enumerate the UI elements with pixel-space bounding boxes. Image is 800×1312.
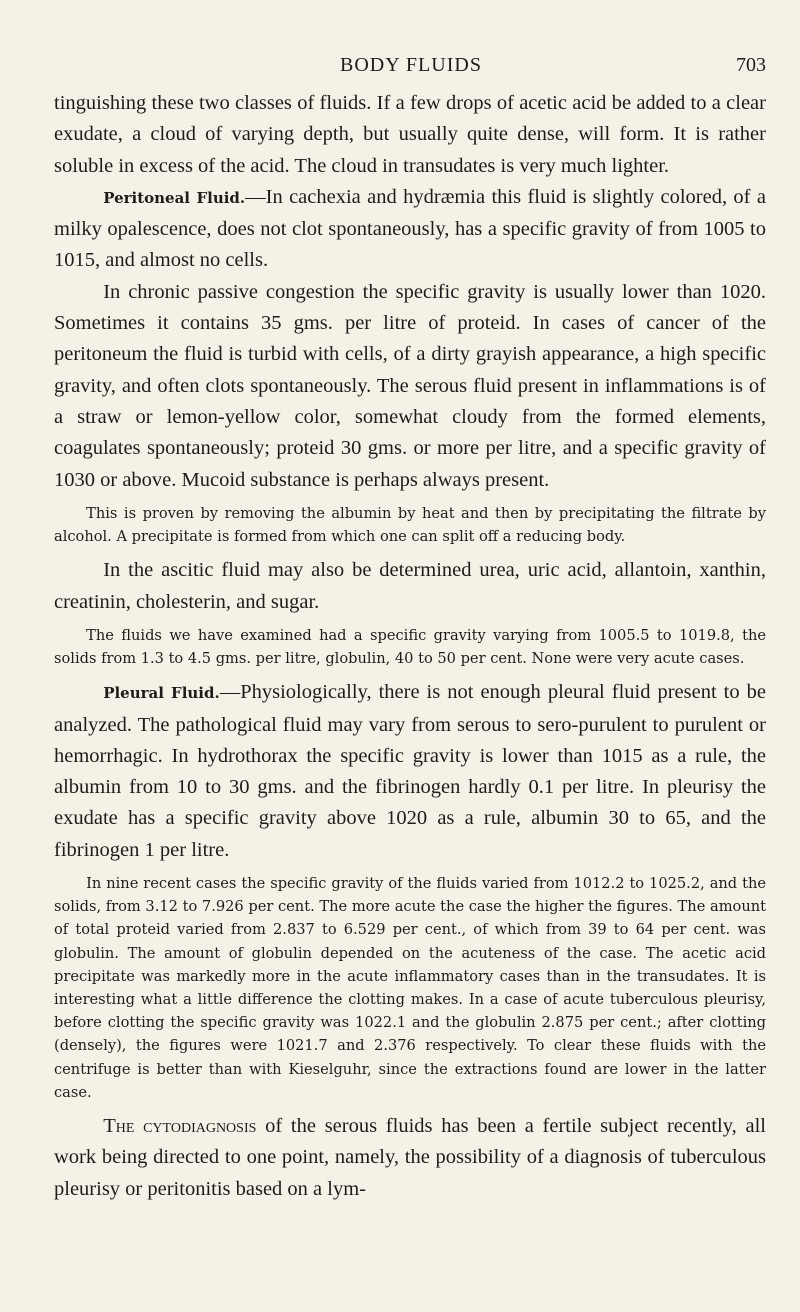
paragraph-cytodiagnosis — [54, 1111, 766, 1205]
running-title: BODY FLUIDS — [340, 54, 482, 76]
pleural-fluid-text: —Physiologically, there is not enough pleural fluid present to be analyzed. The pathological fluid may vary from serous to sero-purulent to purulent or hemorrhagic. In hydrothorax the specific gravity is lower than 1015 as a rule, the albumin from 10 to 30 gms. and the fibrinogen hardly 0.1 per litre. In pleurisy the exudate has a specific gravity above 1020 as a rule, albumin 30 to 65, and the fibrinogen 1 per litre. — [54, 681, 766, 861]
note-examined-fluids: The fluids we have examined had a specific gravity varying from 1005.5 to 1019.8, the solids from 1.3 to 4.5 gms. per litre, globulin, 40 to 50 per cent. None were very acute cases. — [54, 626, 766, 668]
paragraph-peritoneal-fluid — [54, 182, 766, 277]
page-header — [54, 50, 766, 88]
peritoneal-fluid-text: —In cachexia and hydræmia this fluid is slightly colored, of a milky opalescence, does not clot spontaneously, has a specific gravity of from 1005 to 1015, and almost no cells. — [54, 185, 766, 272]
paragraph-ascitic-fluid: In the ascitic fluid may also be determined urea, uric acid, allantoin, xanthin, creatinin, cholesterin, and sugar. — [54, 559, 766, 613]
paragraph-continuation: tinguishing these two classes of fluids. If a few drops of acetic acid be added to a clear exudate, a cloud of varying depth, but usually quite dense, will form. It is rather soluble in excess of the acid. The cloud in transudates is very much lighter. — [54, 92, 766, 177]
note-recent-cases: In nine recent cases the specific gravity of the fluids varied from 1012.2 to 1025.2, and the solids, from 3.12 to 7.926 per cent. The more acute the case the higher the figures. The amount of total proteid varied from 2.837 to 6.529 per cent., of which from 39 to 64 per cent. was globulin. The amount of globulin depended on the acuteness of the case. The acetic acid precipitate was markedly more in the acute inflammatory cases than in the transudates. It is interesting what a little difference the clotting makes. In a case of acute tuberculous pleurisy, before clotting the specific gravity was 1022.1 and the globulin 2.875 per cent.; after clotting (densely), the figures were 1021.7 and 2.376 respectively. To clear these fluids with the centrifuge is better than with Kieselguhr, since the extractions found are lower in the latter case. — [54, 875, 766, 1101]
page-number: 703 — [736, 54, 766, 76]
section-heading-peritoneal-fluid: Peritoneal Fluid. — [103, 188, 246, 207]
book-page — [54, 50, 766, 1205]
cytodiagnosis-lead: The cytodiagnosis — [103, 1115, 257, 1138]
note-mucoid-proof: This is proven by removing the albumin by heat and then by precipitating the filtrate by alcohol. A precipitate is formed from which one can split off a reducing body. — [54, 504, 766, 546]
paragraph-chronic-congestion: In chronic passive congestion the specific gravity is usually lower than 1020. Sometimes it contains 35 gms. per litre of proteid. In cases of cancer of the peritoneum the fluid is turbid with cells, of a dirty grayish appearance, a high specific gravity, and often clots spontaneously. The serous fluid present in inflammations is of a straw or lemon-yellow color, somewhat cloudy from the formed elements, coagulates spontaneously; proteid 30 gms. or more per litre, and a specific gravity of 1030 or above. Mucoid substance is perhaps always present. — [54, 280, 766, 491]
cytodiagnosis-text: of the serous fluids has been a fertile subject recently, all work being directed to one point, namely, the possibility of a diagnosis of tuberculous pleurisy or peritonitis based on a lym- — [54, 1115, 766, 1200]
section-heading-pleural-fluid: Pleural Fluid. — [103, 684, 220, 703]
paragraph-pleural-fluid — [54, 677, 766, 866]
